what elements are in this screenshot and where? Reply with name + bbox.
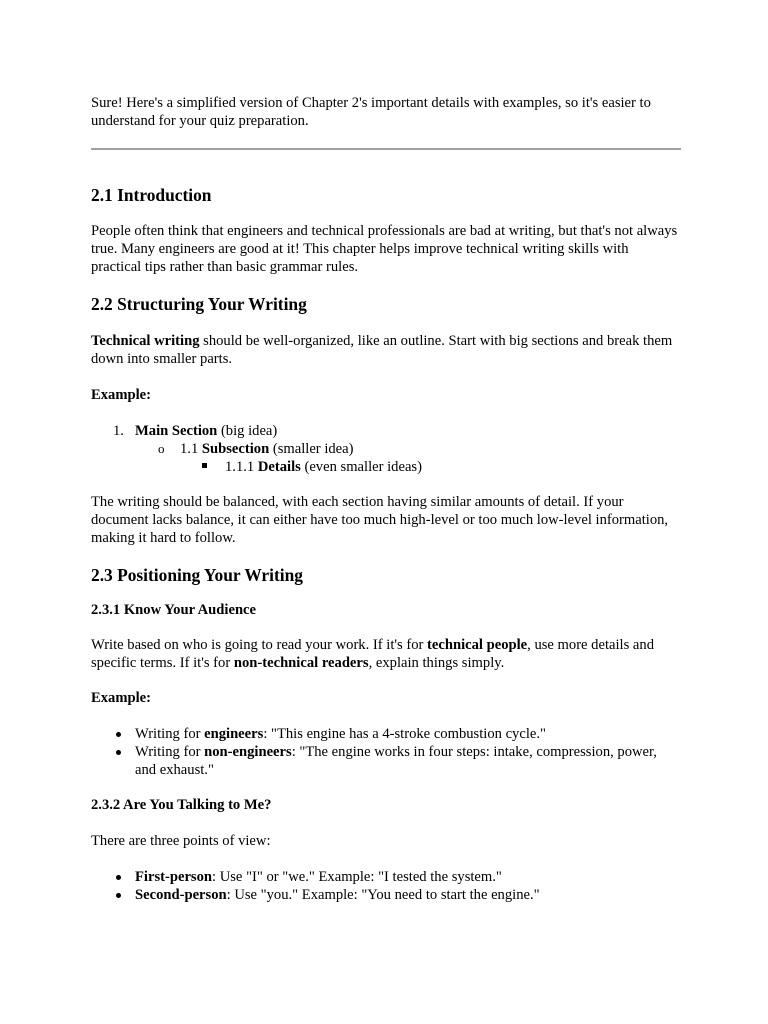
outline-item-subsection: o 1.1 Subsection (smaller idea) 1.1.1 Details (even smaller ideas): [180, 440, 681, 476]
bold-term-technical-writing: Technical writing: [91, 333, 200, 349]
section-heading-2-3: 2.3 Positioning Your Writing: [91, 565, 303, 585]
audience-example-list: [91, 725, 681, 779]
outline-item-main-section: 1. Main Section (big idea) o 1.1 Subsection (smaller idea) 1.1.1 Details (even smaller ideas): [135, 422, 681, 476]
outline-number: 1.: [113, 423, 124, 439]
square-bullet-icon: [202, 463, 207, 468]
circle-bullet-marker: o: [158, 441, 165, 456]
bullet-dot-icon: [116, 732, 121, 737]
section-2-1-paragraph: People often think that engineers and technical professionals are bad at writing, but that's not always true. Many engineers are good at it! This chapter helps improve technical writing skills with practical tips rather than basic grammar rules.: [91, 223, 678, 275]
list-item: Writing for engineers: "This engine has a 4-stroke combustion cycle.": [135, 725, 681, 743]
section-2-3-1-paragraph: Write based on who is going to read your work. If it's for technical people, use more details and specific terms. If it's for non-technical readers, explain things simply.: [91, 637, 654, 671]
bullet-dot-icon: [116, 750, 121, 755]
subsection-heading-2-3-2: 2.3.2 Are You Talking to Me?: [91, 797, 272, 813]
section-heading-2-2: 2.2 Structuring Your Writing: [91, 294, 307, 314]
bullet-dot-icon: [116, 893, 121, 898]
list-item: First-person: Use "I" or "we." Example: "I tested the system.": [135, 868, 681, 886]
section-2-2-paragraph: Technical writing should be well-organized, like an outline. Start with big sections and break them down into smaller parts.: [91, 333, 673, 367]
subsection-heading-2-3-1: 2.3.1 Know Your Audience: [91, 602, 257, 618]
bullet-dot-icon: [116, 875, 121, 880]
outline-subsublist: [180, 458, 681, 476]
document-page: [91, 94, 681, 904]
point-of-view-list: [91, 868, 681, 904]
example-label: Example:: [91, 387, 151, 403]
list-item: Second-person: Use "you." Example: "You need to start the engine.": [135, 886, 681, 904]
intro-paragraph: Sure! Here's a simplified version of Chapter 2's important details with examples, so it's easier to understand for your quiz preparation.: [91, 95, 651, 129]
horizontal-divider: [91, 148, 681, 150]
example-label: Example:: [91, 690, 151, 706]
section-2-3-2-paragraph: There are three points of view:: [91, 833, 271, 849]
outline-item-details: 1.1.1 Details (even smaller ideas): [225, 458, 681, 476]
outline-list: [91, 422, 681, 476]
section-heading-2-1: 2.1 Introduction: [91, 185, 212, 205]
outline-sublist: [135, 440, 681, 476]
list-item: Writing for non-engineers: "The engine works in four steps: intake, compression, power, and exhaust.": [135, 743, 681, 779]
section-2-2-balance-paragraph: The writing should be balanced, with each section having similar amounts of detail. If your document lacks balance, it can either have too much high-level or too much low-level information, making it hard to follow.: [91, 494, 669, 546]
